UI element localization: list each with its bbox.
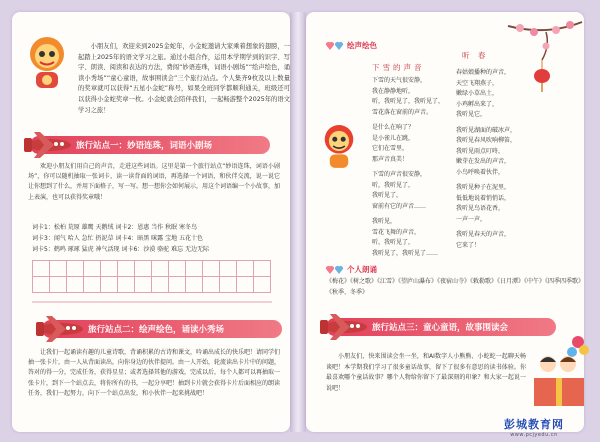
- poem1-line: 我听见，: [372, 218, 397, 225]
- station1-title: 旅行站点一：妙语连珠，词语小剧场: [76, 141, 213, 151]
- book-spine: [290, 12, 306, 432]
- poem2: [456, 68, 516, 251]
- station3-title: 旅行站点三：童心童语，故事围读会: [372, 323, 509, 333]
- poem1-line: 下雪的声音很安静，: [372, 171, 427, 178]
- section1-heading: [326, 40, 377, 51]
- intro-paragraph: 小朋友们，欢迎来到2025金蛇年，小金蛇邀请大家乘着想象的翅膀，一起踏上2025年的语文学习之旅。通过小组合作，运用本学期学到的识字、写字、朗读、阅读和表达的方法，费闯“妙语连珠，词语小剧场”“绘声绘色，诵读小秀场”“童心童语，故事围读会”三个旅行站点。个人集齐9枚及以上数量的奖章就可以获得“五星小金蛇”称号，如果全班同学都顺利通关，班级还可以获得小金蛇奖章一枚。小金蛇就会陪伴我们，一起畅游整个2025年的语文学习之旅！: [78, 43, 290, 114]
- poem1-line: 我听见了，: [372, 192, 403, 199]
- poem1-line: 是什么在响了？: [372, 124, 415, 131]
- poem1-line: 听，我听见了，: [372, 239, 415, 246]
- recite-list: 《梅花》《树之歌》《江雪》《望庐山瀑布》《夜宿山寺》《敕勒歌》《日月潭》《中午》《四季四季歌》《秋季、冬季》: [326, 278, 582, 296]
- section2-heading: [326, 264, 377, 275]
- poem1-line: 我在静静地听，: [372, 87, 415, 95]
- poem2-line: 小鸡孵出来了，: [456, 100, 499, 108]
- poem2-line: 一声一声，: [456, 215, 487, 223]
- poem1-line: 它们在雪里，: [372, 145, 409, 152]
- airplane-icon: [34, 314, 88, 344]
- poem2-line: 我听见种子在泥里，: [456, 184, 511, 191]
- poem1-title: 下雪的声音: [372, 63, 425, 72]
- station1-text: 欢迎小朋友们用自己的声音，走进这些词语。这里是第一个旅行站点“妙语连珠，词语小剧场”，你可以随机抽取一张词卡，读一读背面的词语，再选择一个词语，和伙伴交流，说一说它让你想到了什么，并用下面格子，写一写。想一想你会如何展示，用这个词语编一个小故事，加上表演，也可以获得奖章哦！: [28, 163, 281, 201]
- poem1-line: 听，我听见了，: [372, 181, 415, 189]
- writing-lines: [32, 296, 282, 310]
- poem2-line: 天空飞翔燕子，: [456, 79, 499, 87]
- poem2-line: 低低地说着悄悄话，: [456, 194, 511, 202]
- poem1-line: 雪花飞舞的声音，: [372, 228, 421, 236]
- poem2-line: 我听见春天的声音，: [456, 231, 511, 238]
- poem2-line: 我听见雨点叮咚，: [456, 147, 505, 155]
- station1-banner: [30, 136, 270, 154]
- station2-text: 让我们一起诵读有趣的儿童诗歌，背诵积累的古诗和课文，吟诵出成长的快乐吧！请同学们抽一张卡片，由一人从背面读出，向你身边的伙伴提问。由一人开始，轮流读出卡片中的问题，答对的得一分，完成任务，获得星星；或者选择其他的游戏，完成以后，每个人都可以再抽取一张卡片，到下一个站点去，将你所有的书，一起分享吧！抽到卡片就会获得卡片后面相应的朗读任务，我们一起努力，向下一个站点出发，和小伙伴一起来挑战吧！: [28, 349, 281, 397]
- station3-text: 小朋友们，快来围读会坐一坐，和AI数字人小熊熊、小蛇蛇一起聊天畅谈吧！本学期我们学习了很多童话故事，留下了很多有意思的读书体验。你最喜欢哪个童话故事？哪个人物给你留下了最深刻的印象？和大家一起说一说吧！: [326, 353, 526, 392]
- writing-grid[interactable]: [32, 260, 271, 293]
- poem2-title: 听 春: [462, 51, 489, 60]
- hearts-icon: [326, 41, 344, 51]
- airplane-icon: [318, 312, 372, 342]
- watermark-name: 彭城教育网: [504, 418, 564, 431]
- word-row-3: 词卡5：鹤鸣 琢琢 猛虎 神气活现 词卡6：沙漠 骆驼 难忘 无边无际: [32, 246, 209, 253]
- word-cards: [32, 222, 282, 255]
- poem1-line: 那声音真美！: [372, 155, 409, 163]
- hearts-icon: [326, 265, 344, 275]
- station3-banner: [326, 318, 556, 336]
- lion-mascot-icon: [318, 120, 360, 172]
- section1-title: 绘声绘色: [347, 41, 377, 50]
- poem2-line: 小鸟呼唤着伙伴，: [456, 168, 505, 176]
- poem2-line: 春姑娘播种的声音，: [456, 69, 511, 76]
- watermark-url: www.pcjyedu.cn: [510, 432, 558, 438]
- poem1-line: 雪花落在窗前的声音。: [372, 108, 433, 116]
- kids-gift-box-icon: [528, 334, 590, 410]
- poem1-line: 下雪的天气很安静，: [372, 77, 427, 84]
- airplane-icon: [22, 130, 76, 160]
- poem2-line: 它来了！: [456, 241, 481, 249]
- poem2-line: 嫩绿小草出土，: [456, 90, 499, 97]
- poem1-line: 听，我听见了，我听见了，: [372, 98, 445, 105]
- station2-title: 旅行站点二：绘声绘色，诵读小秀场: [88, 325, 225, 335]
- poem2-line: 我听见春风吹响柳笛，: [456, 137, 517, 144]
- poem1-line: 我听见了，我听见了……: [372, 249, 439, 257]
- left-page: [12, 12, 290, 432]
- poem2-line: 我听见鸟语花香，: [456, 205, 505, 212]
- poem2-line: 嫩芽在发出的声音，: [456, 158, 511, 165]
- poem1-line: 窗前有它的声音……: [372, 202, 427, 210]
- site-watermark: [474, 416, 594, 438]
- plum-blossom-icon: [506, 16, 584, 98]
- word-row-2: 词卡3：闻气 哈人 急忙 扔泥草 词卡4：暗黑 咪露 宝地 五花十色: [32, 235, 203, 242]
- section2-title: 个人朗诵: [347, 265, 377, 274]
- poem2-line: 我听见湖面的破冰声，: [456, 126, 517, 134]
- lion-dance-mascot-icon: [22, 32, 72, 92]
- station2-banner: [42, 320, 282, 338]
- poem1: [372, 76, 444, 259]
- poem1-line: 是小雀儿在跳，: [372, 134, 415, 142]
- word-row-1: 词卡1：松柏 荒原 雄鹰 天鹅绒 词卡2：恩惠 当作 秋眠 寒冬鸟: [32, 224, 197, 231]
- poem2-line: 我听见它，: [456, 111, 487, 118]
